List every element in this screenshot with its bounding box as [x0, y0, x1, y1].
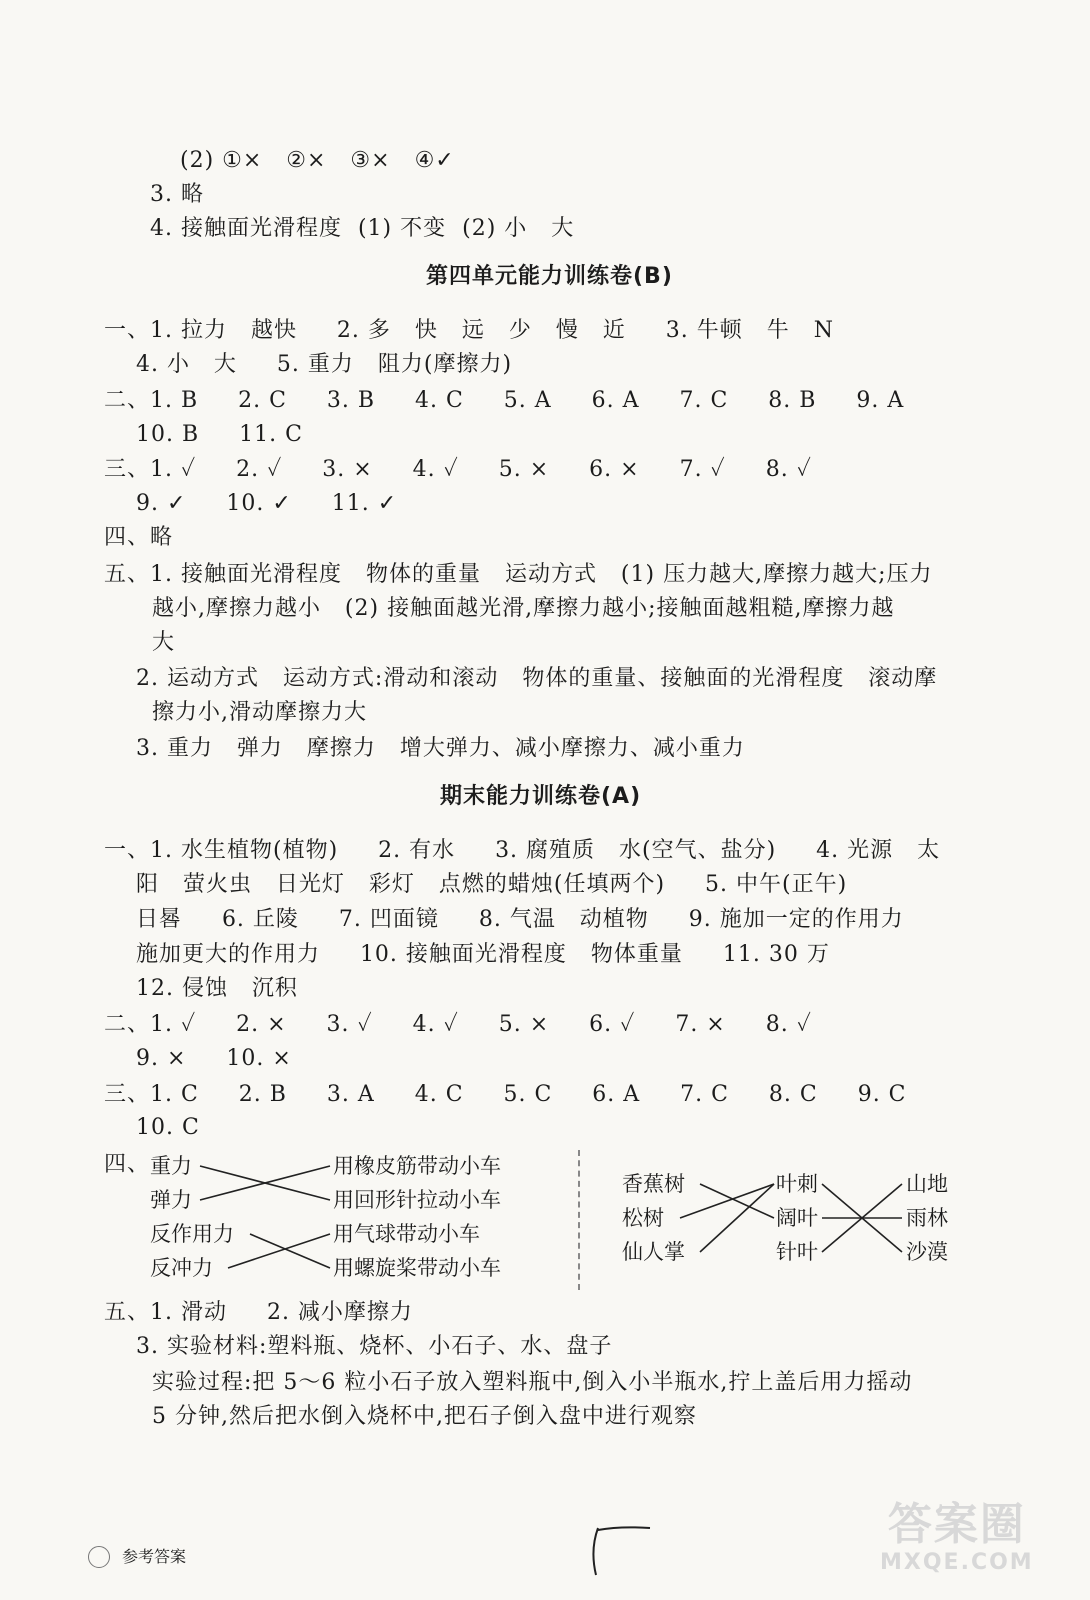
answer-line: 日晷 6. 丘陵 7. 凹面镜 8. 气温 动植物 9. 施加一定的作用力 [104, 907, 904, 932]
footer-icon [88, 1546, 110, 1568]
answer-line: 五、1. 接触面光滑程度 物体的重量 运动方式 (1) 压力越大,摩擦力越大;压力 [104, 562, 933, 587]
match-item: 针叶 [776, 1240, 818, 1264]
match-item: 松树 [622, 1206, 664, 1230]
watermark-logo: 答案圈 [887, 1499, 1026, 1550]
answer-line: 大 [104, 630, 175, 655]
match-line [250, 1234, 330, 1268]
answer-line: 一、1. 水生植物(植物) 2. 有水 3. 腐殖质 水(空气、盐分) 4. 光源 太 [104, 838, 941, 863]
question-label: 四、 [104, 1152, 151, 1177]
answer-line: 10. B 11. C [104, 422, 303, 447]
handwritten-mark [580, 1520, 670, 1580]
answer-line: 3. 重力 弹力 摩擦力 增大弹力、减小摩擦力、减小重力 [104, 736, 745, 761]
match-item: 反作用力 [150, 1222, 234, 1246]
answer-line: 越小,摩擦力越小 (2) 接触面越光滑,摩擦力越小;接触面越粗糙,摩擦力越 [104, 596, 895, 621]
match-item: 用螺旋桨带动小车 [333, 1256, 501, 1280]
match-item: 叶刺 [776, 1172, 818, 1196]
match-item: 用橡皮筋带动小车 [333, 1154, 501, 1178]
match-item: 弹力 [150, 1188, 192, 1212]
match-line [228, 1234, 330, 1268]
answer-line: 2. 运动方式 运动方式:滑动和滚动 物体的重量、接触面的光滑程度 滚动摩 [104, 666, 938, 691]
answer-line: (2) ①× ②× ③× ④✓ [180, 148, 455, 173]
answer-line: 4. 接触面光滑程度 (1) 不变 (2) 小 大 [150, 216, 575, 241]
match-item: 用回形针拉动小车 [333, 1188, 501, 1212]
answer-line: 3. 实验材料:塑料瓶、烧杯、小石子、水、盘子 [104, 1334, 613, 1359]
match-item: 香蕉树 [622, 1172, 685, 1196]
answer-line: 擦力小,滑动摩擦力大 [104, 700, 367, 725]
answer-line: 5 分钟,然后把水倒入烧杯中,把石子倒入盘中进行观察 [104, 1404, 697, 1429]
match-item: 仙人掌 [622, 1240, 685, 1264]
answer-line: 一、1. 拉力 越快 2. 多 快 远 少 慢 近 3. 牛顿 牛 N [104, 318, 834, 343]
answer-line: 三、1. C 2. B 3. A 4. C 5. C 6. A 7. C 8. C 9. C [104, 1082, 907, 1107]
answer-line: 五、1. 滑动 2. 减小摩擦力 [104, 1300, 413, 1325]
footer-label: 参考答案 [122, 1547, 187, 1566]
watermark-url: MXQE.COM [880, 1550, 1034, 1575]
match-item: 用气球带动小车 [333, 1222, 480, 1246]
match-item: 重力 [150, 1154, 192, 1178]
answer-line: 9. ✓ 10. ✓ 11. ✓ [104, 491, 398, 516]
match-line [680, 1184, 774, 1218]
watermark [880, 1500, 1034, 1576]
answer-line: 4. 小 大 5. 重力 阻力(摩擦力) [104, 352, 513, 377]
answer-line: 10. C [104, 1115, 200, 1140]
answer-line: 9. × 10. × [104, 1046, 292, 1071]
answer-line: 阳 萤火虫 日光灯 彩灯 点燃的蜡烛(任填两个) 5. 中午(正午) [104, 872, 848, 897]
answer-line: 施加更大的作用力 10. 接触面光滑程度 物体重量 11. 30 万 [104, 942, 830, 967]
match-item: 反冲力 [150, 1256, 213, 1280]
match-item: 沙漠 [906, 1240, 948, 1264]
section-title: 期末能力训练卷(A) [440, 784, 642, 809]
match-item: 雨林 [906, 1206, 948, 1230]
match-line [700, 1184, 774, 1218]
answer-line: 三、1. ✓ 2. ✓ 3. × 4. ✓ 5. × 6. × 7. ✓ 8. ✓ [104, 457, 812, 482]
answer-line: 实验过程:把 5～6 粒小石子放入塑料瓶中,倒入小半瓶水,拧上盖后用力摇动 [104, 1370, 913, 1395]
answer-line: 12. 侵蚀 沉积 [104, 976, 298, 1001]
match-line [700, 1184, 774, 1252]
answer-line: 二、1. B 2. C 3. B 4. C 5. A 6. A 7. C 8. B 9. A [104, 388, 905, 413]
answer-line: 二、1. ✓ 2. × 3. ✓ 4. ✓ 5. × 6. ✓ 7. × 8. ✓ [104, 1012, 812, 1037]
match-item: 阔叶 [776, 1206, 818, 1230]
answer-line: 3. 略 [150, 182, 204, 207]
match-item: 山地 [906, 1172, 948, 1196]
section-title: 第四单元能力训练卷(B) [426, 264, 673, 289]
answer-line: 四、略 [104, 525, 174, 550]
